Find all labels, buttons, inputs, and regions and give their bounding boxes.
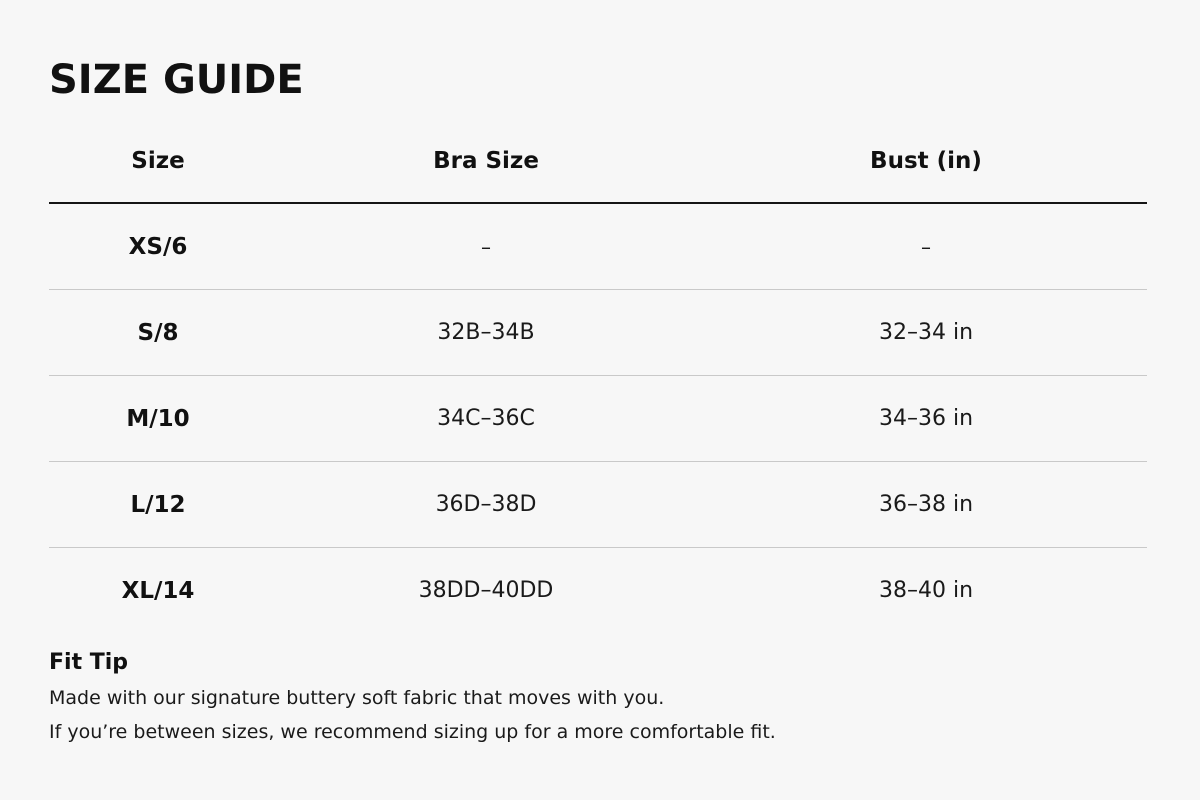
size-cell: L/12 <box>49 462 267 548</box>
size-cell: S/8 <box>49 290 267 376</box>
size-table <box>49 120 1147 633</box>
bust-cell: 36–38 in <box>705 462 1147 548</box>
table-header <box>49 120 1147 203</box>
size-cell: XS/6 <box>49 203 267 290</box>
bra-size-cell: 34C–36C <box>267 376 705 462</box>
bust-cell: 32–34 in <box>705 290 1147 376</box>
bust-cell: 34–36 in <box>705 376 1147 462</box>
fit-tip-line: Made with our signature buttery soft fabric that moves with you. <box>49 687 665 709</box>
column-header-bra-size: Bra Size <box>267 120 705 203</box>
fit-tip-line: If you’re between sizes, we recommend sizing up for a more comfortable fit. <box>49 721 776 743</box>
table-row <box>49 376 1147 462</box>
bust-cell: 38–40 in <box>878 578 974 603</box>
table-body <box>49 203 1147 633</box>
table-row <box>49 462 1147 548</box>
size-cell: XL/14 <box>121 577 195 604</box>
table-row <box>49 203 1147 290</box>
fit-tip-title: Fit Tip <box>49 650 129 675</box>
bra-size-cell: – <box>267 203 705 290</box>
column-header-size: Size <box>49 120 267 203</box>
size-cell: M/10 <box>49 376 267 462</box>
bra-size-cell: 32B–34B <box>267 290 705 376</box>
bra-size-cell: 38DD–40DD <box>418 578 554 603</box>
bust-cell: – <box>705 203 1147 290</box>
fit-tip-section <box>49 645 1147 749</box>
column-header-bust: Bust (in) <box>705 120 1147 203</box>
size-guide-page <box>49 0 1147 800</box>
table-row <box>49 290 1147 376</box>
page-title: SIZE GUIDE <box>49 57 304 103</box>
table-row <box>49 548 1147 634</box>
table-header-row <box>49 120 1147 203</box>
bra-size-cell: 36D–38D <box>267 462 705 548</box>
